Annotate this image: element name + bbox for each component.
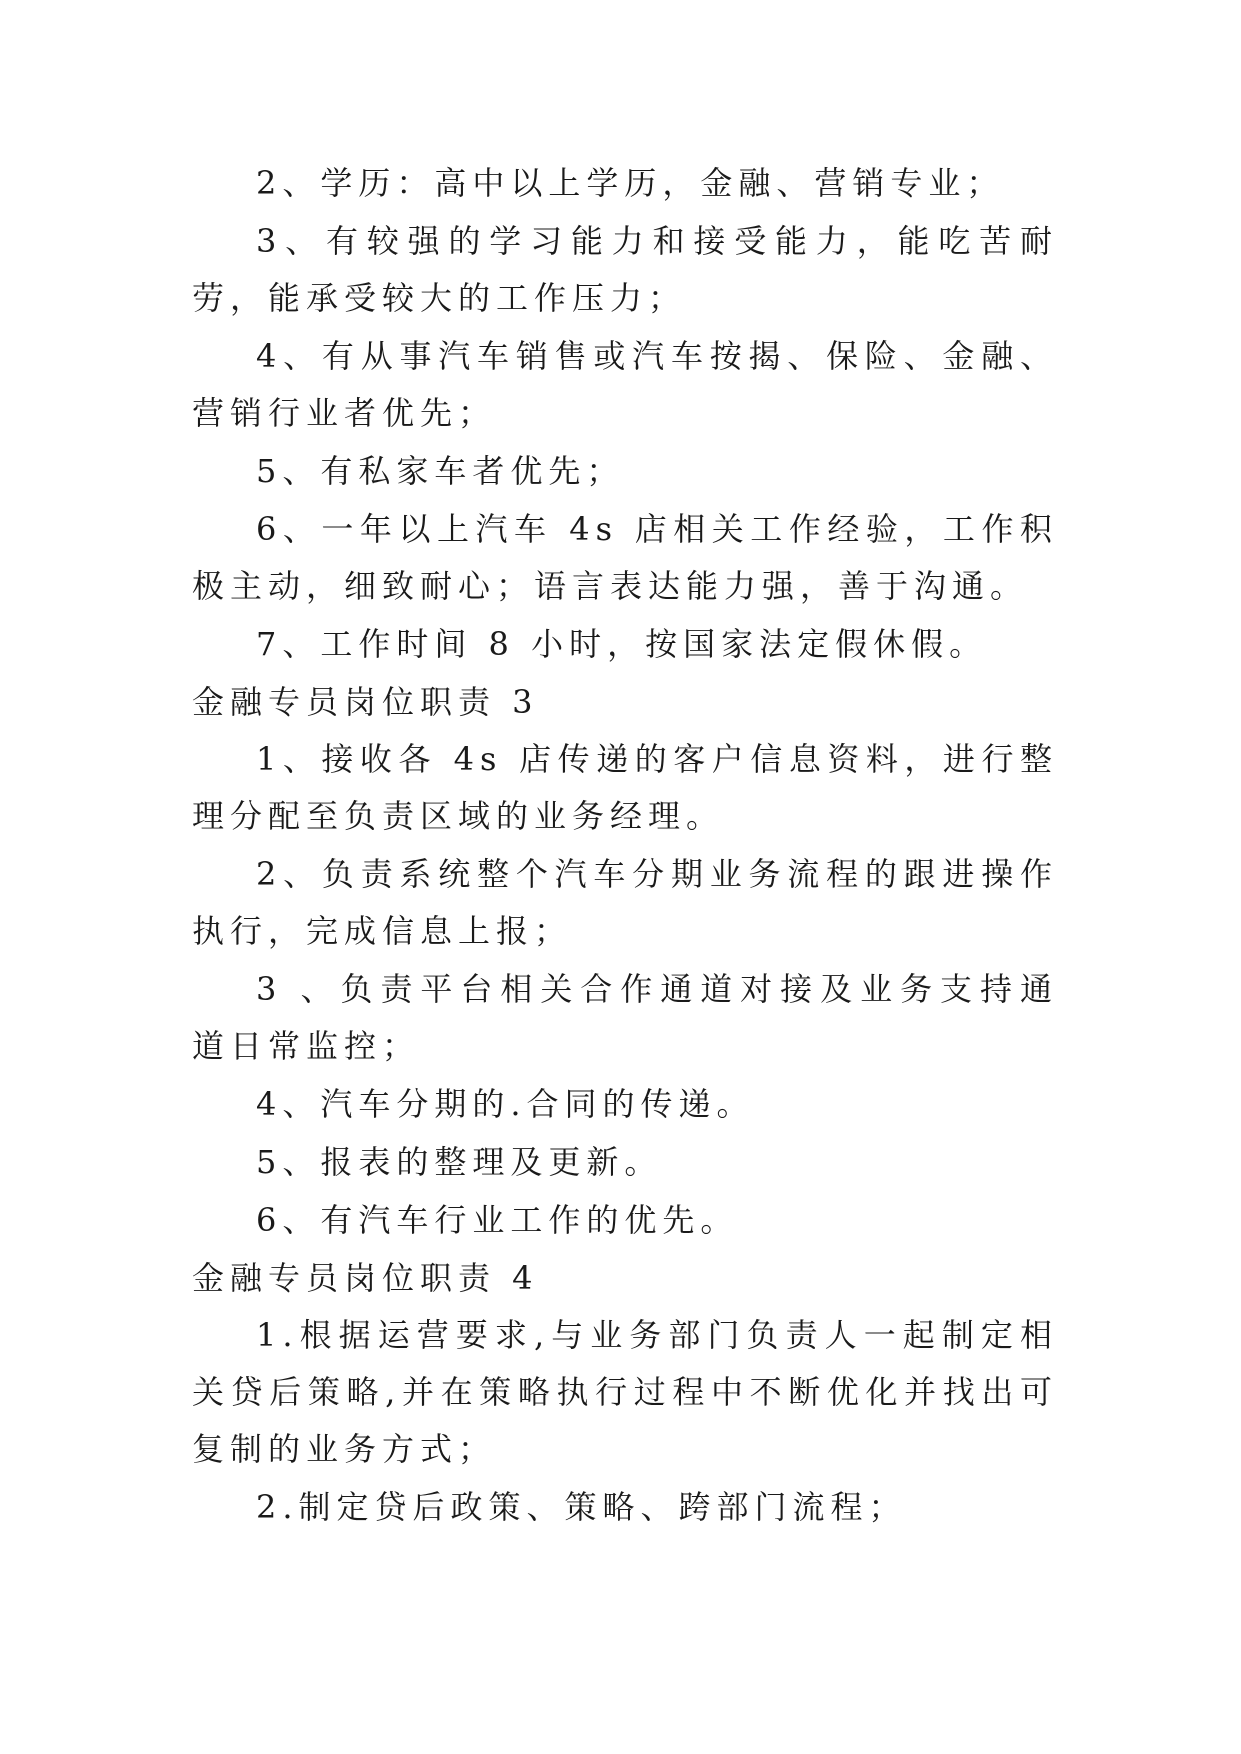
paragraph-industry-priority: 6、有汽车行业工作的优先。 bbox=[256, 1201, 739, 1239]
paragraph-installment-process: 2、负责系统整个汽车分期业务流程的跟进操作执行，完成信息上报； bbox=[192, 855, 1058, 950]
paragraph-education: 2、学历：高中以上学历，金融、营销专业； bbox=[256, 164, 1005, 202]
paragraph-working-hours: 7、工作时间 8 小时，按国家法定假休假。 bbox=[256, 625, 988, 663]
paragraph-industry-experience: 4、有从事汽车销售或汽车按揭、保险、金融、营销行业者优先； bbox=[192, 337, 1058, 432]
paragraph-receive-info: 1、接收各 4s 店传递的客户信息资料，进行整理分配至负责区域的业务经理。 bbox=[192, 740, 1058, 835]
paragraph-report-update: 5、报表的整理及更新。 bbox=[256, 1143, 663, 1181]
section-heading-3: 金融专员岗位职责 3 bbox=[192, 683, 539, 721]
paragraph-4s-experience: 6、一年以上汽车 4s 店相关工作经验，工作积极主动，细致耐心；语言表达能力强，善于沟通。 bbox=[192, 510, 1058, 605]
paragraph-post-loan-policy: 2.制定贷后政策、策略、跨部门流程； bbox=[256, 1488, 907, 1526]
paragraph-learning-ability: 3、有较强的学习能力和接受能力，能吃苦耐劳，能承受较大的工作压力； bbox=[192, 222, 1058, 317]
paragraph-post-loan-strategy: 1.根据运营要求,与业务部门负责人一起制定相关贷后策略,并在策略执行过程中不断优化并找出可复制的业务方式； bbox=[192, 1316, 1058, 1468]
document-body bbox=[192, 155, 1058, 1537]
paragraph-private-car: 5、有私家车者优先； bbox=[256, 452, 625, 490]
paragraph-channel-monitoring: 3 、负责平台相关合作通道对接及业务支持通道日常监控； bbox=[192, 970, 1058, 1065]
paragraph-contract-delivery: 4、汽车分期的.合同的传递。 bbox=[256, 1085, 755, 1123]
section-heading-4: 金融专员岗位职责 4 bbox=[192, 1259, 539, 1297]
